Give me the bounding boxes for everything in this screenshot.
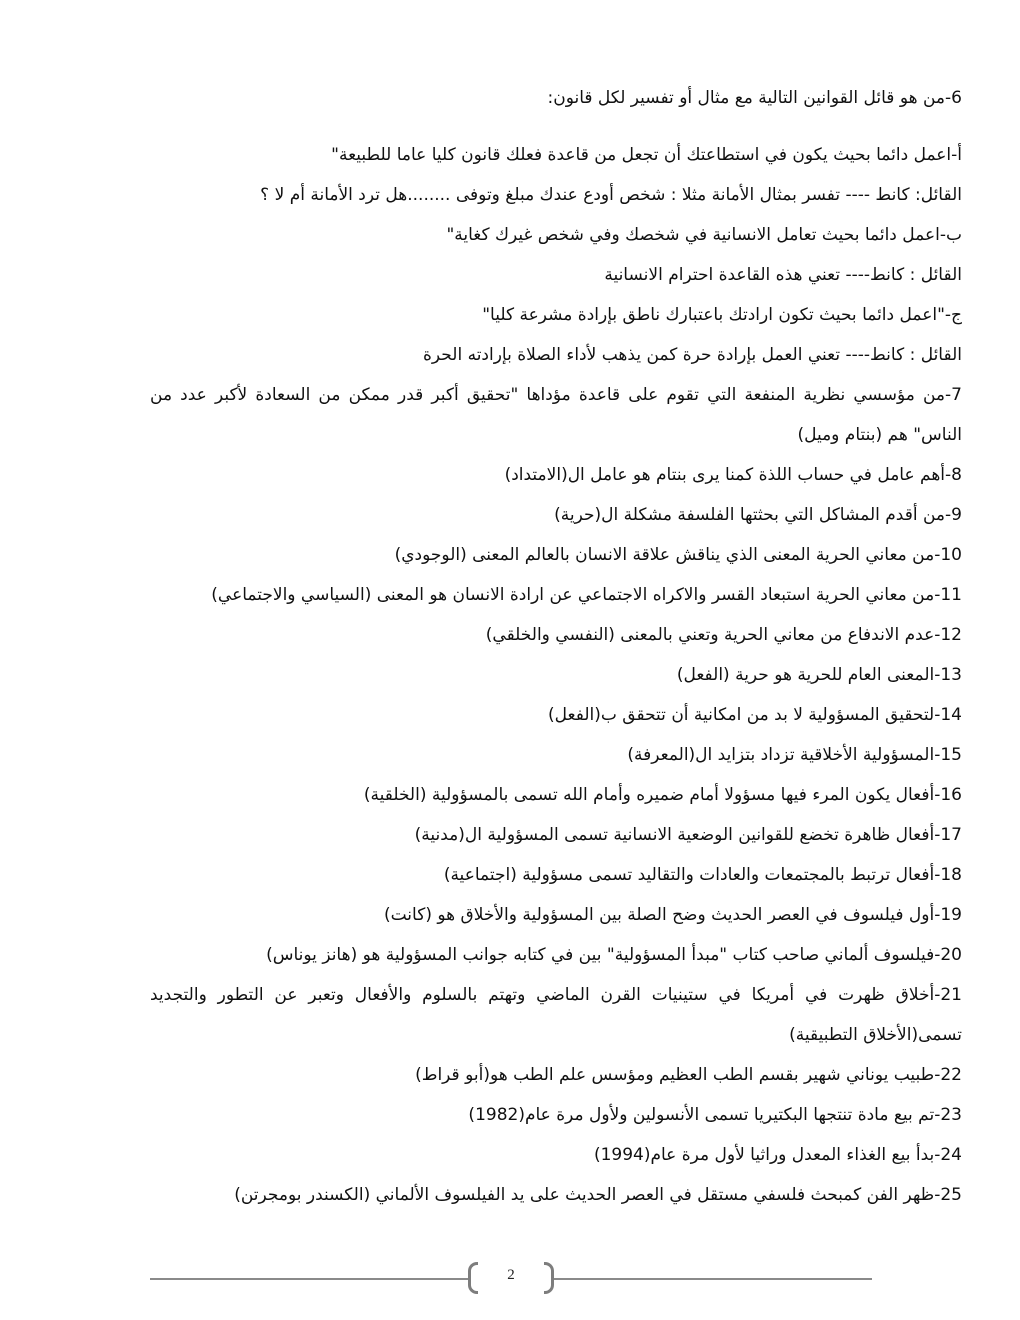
question-22: 22-طبيب يوناني شهير بقسم الطب العظيم ومؤسس علم الطب هو(أبو قراط) xyxy=(415,1065,962,1085)
law-c-text: ج-"اعمل دائما بحيث تكون ارادتك باعتبارك ناطق بإرادة مشرعة كليا" xyxy=(482,305,962,325)
page-number: 2 xyxy=(507,1267,515,1283)
question-17: 17-أفعال ظاهرة تخضع للقوانين الوضعية الانسانية تسمى المسؤولية ال(مدنية) xyxy=(414,825,962,845)
law-c-explanation: القائل : كانط---- تعني العمل بإرادة حرة كمن يذهب لأداء الصلاة بإرادته الحرة xyxy=(423,345,962,365)
page-footer xyxy=(150,1262,872,1296)
question-9: 9-من أقدم المشاكل التي بحثتها الفلسفة مشكلة ال(حرية) xyxy=(554,505,962,525)
question-14: 14-لتحقيق المسؤولية لا بد من امكانية أن تتحقق ب(الفعل) xyxy=(548,705,962,725)
law-a-explanation: القائل: كانط ---- تفسر بمثال الأمانة مثلا : شخص أودع عندك مبلغ وتوفى ........هل ترد الأمانة أم لا ؟ xyxy=(260,185,962,205)
law-b-text: ب-اعمل دائما بحيث تعامل الانسانية في شخصك وفي شخص غيرك كغاية" xyxy=(446,225,962,245)
question-7: 7-من مؤسسي نظرية المنفعة التي تقوم على قاعدة مؤداها "تحقيق أكبر قدر ممكن من السعادة لأكبر عدد من الناس" هم (بنتام وميل) xyxy=(150,385,962,445)
question-18: 18-أفعال ترتبط بالمجتمعات والعادات والتقاليد تسمى مسؤولية (اجتماعية) xyxy=(443,865,962,885)
question-20: 20-فيلسوف ألماني صاحب كتاب "مبدأ المسؤولية" بين في كتابه جوانب المسؤولية هو (هانز يوناس) xyxy=(266,945,962,965)
question-8: 8-أهم عامل في حساب اللذة كمنا يرى بنتام هو عامل ال(الامتداد) xyxy=(504,465,962,485)
question-24: 24-بدأ بيع الغذاء المعدل وراثيا لأول مرة عام(1994) xyxy=(593,1145,962,1165)
question-10: 10-من معاني الحرية المعنى الذي يناقش علاقة الانسان بالعالم المعنى (الوجودي) xyxy=(394,545,962,565)
question-19: 19-أول فيلسوف في العصر الحديث وضح الصلة بين المسؤولية والأخلاق هو (كانت) xyxy=(383,905,962,925)
question-25: 25-ظهر الفن كمبحث فلسفي مستقل في العصر الحديث على يد الفيلسوف الألماني (الكسندر بومجرتن) xyxy=(234,1185,962,1205)
question-23: 23-تم بيع مادة تنتجها البكتيريا تسمى الأنسولين ولأول مرة عام(1982) xyxy=(468,1105,962,1125)
question-15: 15-المسؤولية الأخلاقية تزداد بتزايد ال(المعرفة) xyxy=(627,745,962,765)
footer-bracket-open xyxy=(468,1262,478,1294)
question-21: 21-أخلاق ظهرت في أمريكا في ستينيات القرن الماضي وتهتم بالسلوم والأفعال وتعبر عن التطور والتجديد تسمى(الأخلاق التطبيقية) xyxy=(150,985,962,1045)
footer-bracket-close xyxy=(544,1262,554,1294)
question-6-heading: 6-من هو قائل القوانين التالية مع مثال أو تفسير لكل قانون: xyxy=(547,88,962,108)
question-13: 13-المعنى العام للحرية هو حرية (الفعل) xyxy=(676,665,962,685)
document-body xyxy=(150,78,962,1215)
question-11: 11-من معاني الحرية استبعاد القسر والاكراه الاجتماعي عن ارادة الانسان هو المعنى (السياسي والاجتماعي) xyxy=(211,585,962,605)
footer-rule-left xyxy=(150,1278,468,1280)
footer-rule-right xyxy=(554,1278,872,1280)
law-b-explanation: القائل : كانط---- تعني هذه القاعدة احترام الانسانية xyxy=(604,265,962,285)
question-12: 12-عدم الاندفاع من معاني الحرية وتعني بالمعنى (النفسي والخلقي) xyxy=(485,625,962,645)
law-a-text: أ-اعمل دائما بحيث يكون في استطاعتك أن تجعل من قاعدة فعلك قانون كليا عاما للطبيعة" xyxy=(331,145,962,165)
question-16: 16-أفعال يكون المرء فيها مسؤولا أمام ضميره وأمام الله تسمى بالمسؤولية (الخلقية) xyxy=(363,785,962,805)
